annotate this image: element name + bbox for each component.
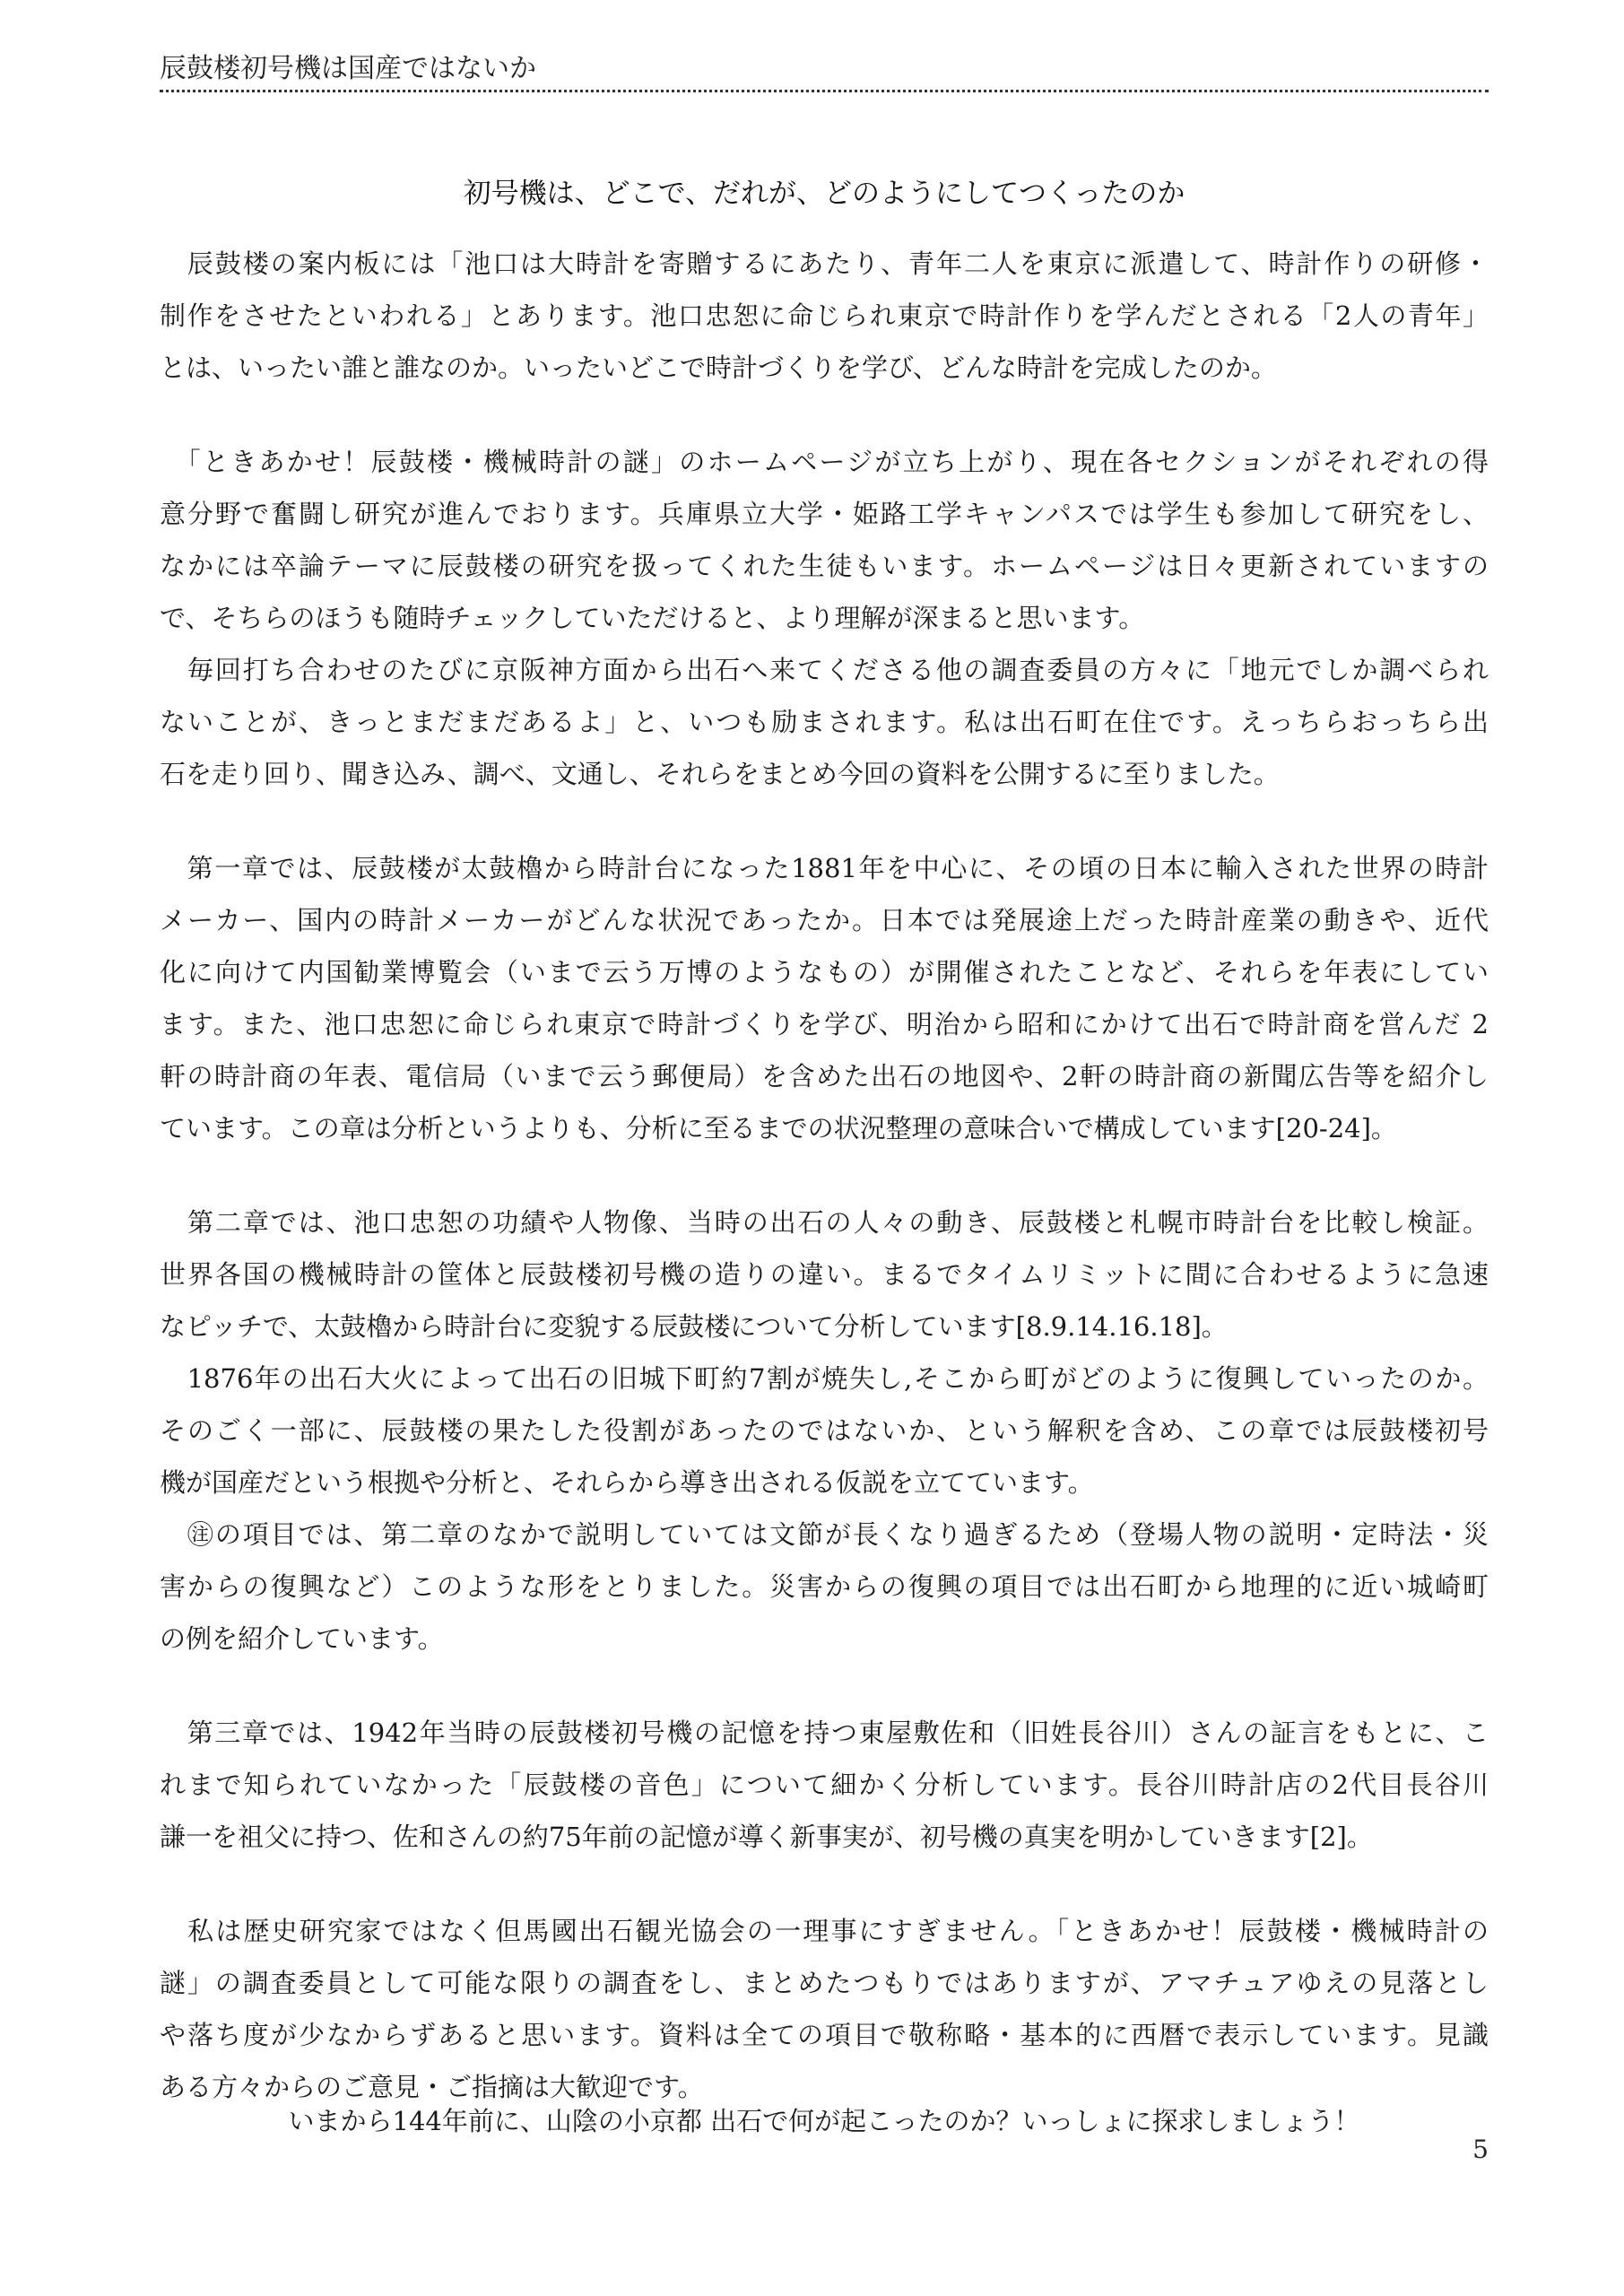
body-line: そのごく一部に、辰鼓楼の果たした役割があったのではないか、という解釈を含め、この章では辰鼓楼初号: [160, 1415, 1489, 1446]
body-line: 軒の時計商の年表、電信局（いまで云う郵便局）を含めた出石の地図や、2軒の時計商の新聞広告等を紹介し: [160, 1061, 1489, 1091]
body-line: ㊟の項目では、第二章のなかで説明していては文節が長くなり過ぎるため（登場人物の説明・定時法・災: [160, 1519, 1489, 1550]
body-line: で、そちらのほうも随時チェックしていただけると、より理解が深まると思います。: [160, 603, 1145, 633]
body-line: 意分野で奮闘し研究が進んでおります。兵庫県立大学・姫路工学キャンパスでは学生も参加して研究をし、: [160, 499, 1489, 529]
body-line: や落ち度が少なからずあると思います。資料は全ての項目で敬称略・基本的に西暦で表示しています。見識: [160, 2020, 1489, 2050]
body-line: 世界各国の機械時計の筐体と辰鼓楼初号機の造りの違い。まるでタイムリミットに間に合わせるように急速: [160, 1259, 1489, 1290]
body-line: 辰鼓楼の案内板には「池口は大時計を寄贈するにあたり、青年二人を東京に派遣して、時計作りの研修・: [160, 248, 1489, 279]
body-line: 「ときあかせ！辰鼓楼・機械時計の謎」のホームページが立ち上がり、現在各セクションがそれぞれの得: [160, 447, 1489, 477]
body-line: なピッチで、太鼓櫓から時計台に変貌する辰鼓楼について分析しています[8.9.14.16.18]。: [160, 1311, 1228, 1342]
body-line: 制作をさせたといわれる」とあります。池口忠恕に命じられ東京で時計作りを学んだとされる「2人の青年」: [160, 300, 1489, 331]
body-line: ます。また、池口忠恕に命じられ東京で時計づくりを学び、明治から昭和にかけて出石で時計商を営んだ 2: [160, 1009, 1489, 1039]
section-title: 初号機は、どこで、だれが、どのようにしてつくったのか: [463, 178, 1185, 210]
page-number: 5: [1472, 2135, 1489, 2164]
body-line: ています。この章は分析というよりも、分析に至るまでの状況整理の意味合いで構成しています[20-24]。: [160, 1113, 1397, 1144]
running-header: 辰鼓楼初号機は国産ではないか: [160, 53, 536, 84]
body-line: ある方々からのご意見・ご指摘は大歓迎です。: [160, 2072, 704, 2102]
body-line: れまで知られていなかった「辰鼓楼の音色」について細かく分析しています。長谷川時計店の2代目長谷川: [160, 1770, 1489, 1800]
body-line: ないことが、きっとまだまだあるよ」と、いつも励まされます。私は出石町在住です。えっちらおっちら出: [160, 707, 1489, 737]
body-line: 毎回打ち合わせのたびに京阪神方面から出石へ来てくださる他の調査委員の方々に「地元でしか調べられ: [160, 655, 1489, 685]
body-line: 第一章では、辰鼓楼が太鼓櫓から時計台になった1881年を中心に、その頃の日本に輸入された世界の時計: [160, 853, 1489, 883]
body-line: 機が国産だという根拠や分析と、それらから導き出される仮説を立てています。: [160, 1467, 1094, 1498]
body-line: とは、いったい誰と誰なのか。いったいどこで時計づくりを学び、どんな時計を完成したのか。: [160, 352, 1277, 383]
body-line: 害からの復興など）このような形をとりました。災害からの復興の項目では出石町から地理的に近い城崎町: [160, 1571, 1489, 1602]
body-line: 1876年の出石大火によって出石の旧城下町約7割が焼失し,そこから町がどのように復興していったのか。: [160, 1363, 1489, 1394]
body-line: 石を走り回り、聞き込み、調べ、文通し、それらをまとめ今回の資料を公開するに至りました。: [160, 759, 1280, 789]
body-line: 私は歴史研究家ではなく但馬國出石観光協会の一理事にすぎません。「ときあかせ！辰鼓楼・機械時計の: [160, 1916, 1489, 1946]
body-line: 第二章では、池口忠恕の功績や人物像、当時の出石の人々の動き、辰鼓楼と札幌市時計台を比較し検証。: [160, 1207, 1489, 1238]
body-line: なかには卒論テーマに辰鼓楼の研究を扱ってくれた生徒もいます。ホームページは日々更新されていますの: [160, 551, 1489, 581]
header-divider: [160, 90, 1489, 92]
body-line: メーカー、国内の時計メーカーがどんな状況であったか。日本では発展途上だった時計産業の動きや、近代: [160, 905, 1489, 935]
closing-line: いまから144年前に、山陰の小京都 出石で何が起こったのか？いっしょに探求しましょう！: [288, 2106, 1360, 2136]
body-line: の例を紹介しています。: [160, 1623, 444, 1654]
body-line: 化に向けて内国勧業博覧会（いまで云う万博のようなもの）が開催されたことなど、それらを年表にしてい: [160, 957, 1489, 987]
body-line: 謎」の調査委員として可能な限りの調査をし、まとめたつもりではありますが、アマチュアゆえの見落とし: [160, 1968, 1489, 1998]
body-line: 第三章では、1942年当時の辰鼓楼初号機の記憶を持つ東屋敷佐和（旧姓長谷川）さんの証言をもとに、こ: [160, 1718, 1489, 1748]
body-line: 謙一を祖父に持つ、佐和さんの約75年前の記憶が導く新事実が、初号機の真実を明かしていきます[2]。: [160, 1822, 1373, 1852]
